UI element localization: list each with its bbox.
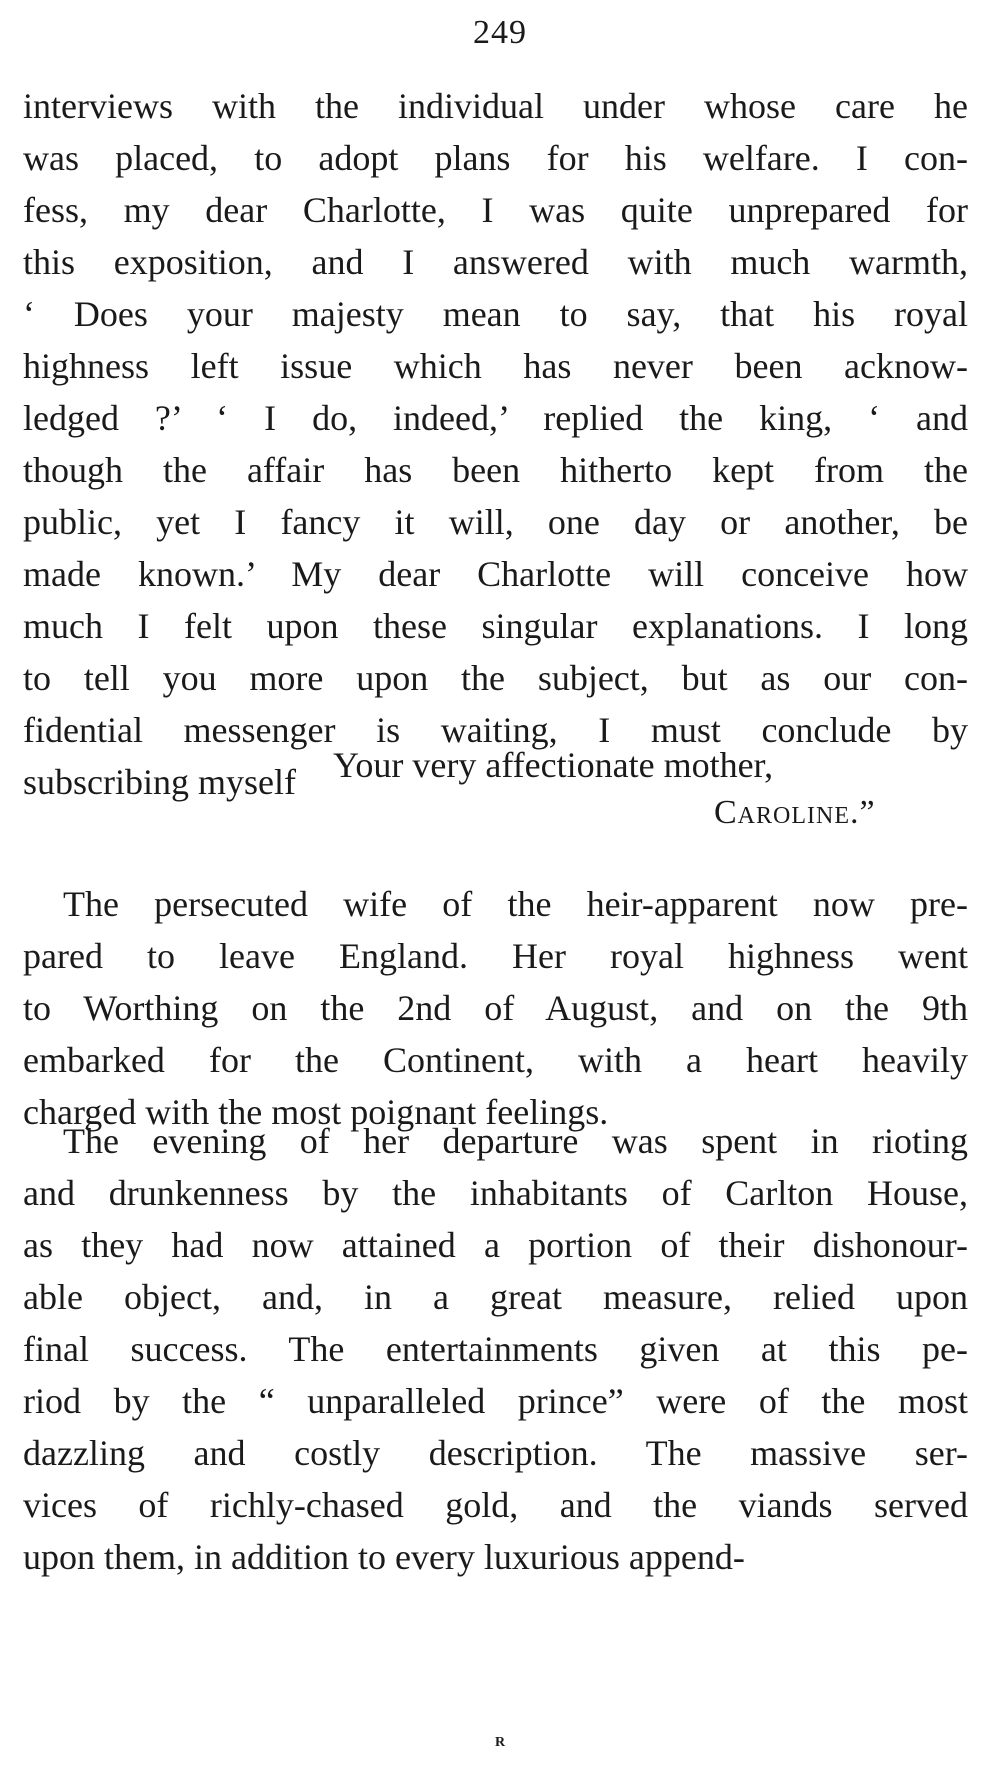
text-line: was placed, to adopt plans for his welfare. I con-: [23, 138, 968, 178]
text-line: highness left issue which has never been acknow-: [23, 346, 968, 386]
text-line: ‘ Does your majesty mean to say, that his royal: [23, 294, 968, 334]
text-line: charged with the most poignant feelings.: [23, 1092, 609, 1132]
text-line: embarked for the Continent, with a heart heavily: [23, 1040, 968, 1080]
text-line: vices of richly-chased gold, and the viands served: [23, 1485, 968, 1525]
text-line: this exposition, and I answered with much warmth,: [23, 242, 968, 282]
printer-signature-mark: R: [494, 1735, 506, 1750]
text-line: public, yet I fancy it will, one day or another, be: [23, 502, 968, 542]
text-line: dazzling and costly description. The massive ser-: [23, 1433, 968, 1473]
text-line: and drunkenness by the inhabitants of Carlton House,: [23, 1173, 968, 1213]
text-line: ledged ?’ ‘ I do, indeed,’ replied the king, ‘ and: [23, 398, 968, 438]
text-line: upon them, in addition to every luxurious append-: [23, 1537, 745, 1577]
text-line: pared to leave England. Her royal highness went: [23, 936, 968, 976]
text-line: final success. The entertainments given at this pe-: [23, 1329, 968, 1369]
letter-signature: Caroline.”: [714, 794, 876, 831]
text-line: subscribing myself: [23, 762, 296, 802]
text-line: as they had now attained a portion of their dishonour-: [23, 1225, 968, 1265]
text-line: The persecuted wife of the heir-apparent now pre-: [63, 884, 968, 924]
text-line: interviews with the individual under whose care he: [23, 86, 968, 126]
text-line: fess, my dear Charlotte, I was quite unprepared for: [23, 190, 968, 230]
paragraph-two: [23, 1115, 968, 1583]
text-line: fidential messenger is waiting, I must conclude by: [23, 710, 968, 750]
text-line: The evening of her departure was spent in rioting: [63, 1121, 968, 1161]
text-line: though the affair has been hitherto kept from the: [23, 450, 968, 490]
letter-body: [23, 80, 968, 808]
text-line: made known.’ My dear Charlotte will conceive how: [23, 554, 968, 594]
text-line: to tell you more upon the subject, but as our con-: [23, 658, 968, 698]
text-line: riod by the “ unparalleled prince” were of the most: [23, 1381, 968, 1421]
paragraph-one: [23, 878, 968, 1138]
text-line: to Worthing on the 2nd of August, and on the 9th: [23, 988, 968, 1028]
page-number: 249: [473, 14, 527, 51]
letter-closing: Your very affectionate mother,: [333, 745, 774, 785]
text-line: much I felt upon these singular explanations. I long: [23, 606, 968, 646]
text-line: able object, and, in a great measure, relied upon: [23, 1277, 968, 1317]
